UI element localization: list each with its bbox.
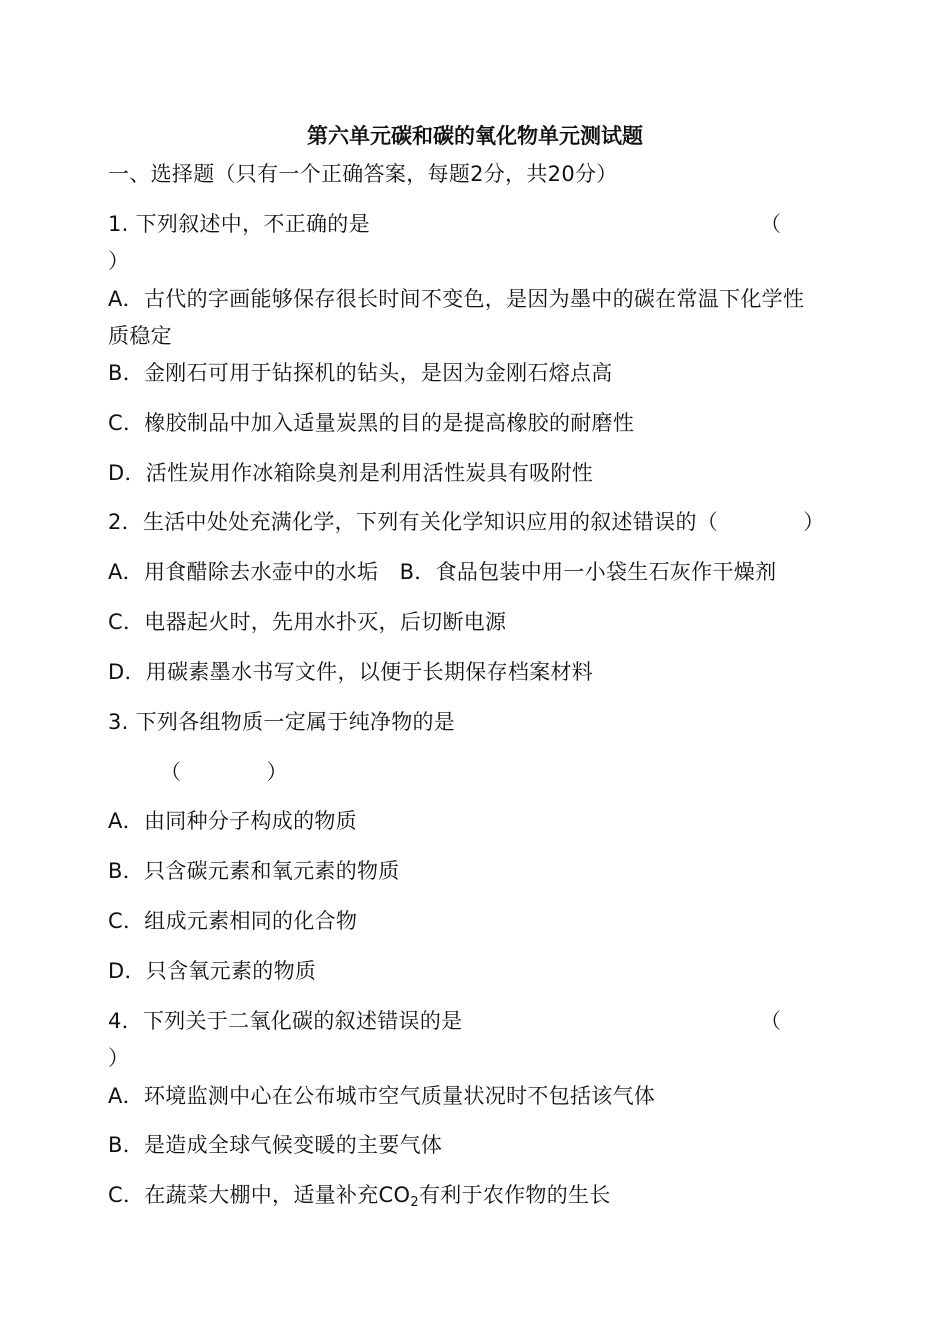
question-4-paren-open: （	[760, 1009, 781, 1033]
question-4-option-c	[108, 1181, 611, 1217]
question-1-option-a-line-2: 质稳定	[108, 324, 172, 348]
question-1-option-a-line-1: A．古代的字画能够保存很长时间不变色，是因为墨中的碳在常温下化学性	[108, 287, 805, 311]
question-1-stem: 1. 下列叙述中，不正确的是	[108, 212, 370, 236]
question-4-option-c-suffix: 有利于农作物的生长	[418, 1183, 611, 1207]
question-2-option-d: D．用碳素墨水书写文件，以便于长期保存档案材料	[108, 660, 594, 684]
question-2-option-c: C．电器起火时，先用水扑灭，后切断电源	[108, 610, 507, 634]
question-3-option-c: C．组成元素相同的化合物	[108, 909, 358, 933]
question-1-option-d: D．活性炭用作冰箱除臭剂是利用活性炭具有吸附性	[108, 461, 594, 485]
question-3-option-d: D．只含氧元素的物质	[108, 959, 317, 983]
question-3-option-b: B．只含碳元素和氧元素的物质	[108, 859, 400, 883]
question-1-paren-close: ）	[108, 249, 130, 273]
question-1-option-b: B．金刚石可用于钻探机的钻头，是因为金刚石熔点高	[108, 361, 613, 385]
co2-subscript: 2	[410, 1195, 419, 1210]
page-title: 第六单元碳和碳的氧化物单元测试题	[307, 124, 643, 148]
question-2-stem: 2．生活中处处充满化学，下列有关化学知识应用的叙述错误的（ ）	[108, 510, 825, 534]
question-4-stem: 4．下列关于二氧化碳的叙述错误的是	[108, 1009, 463, 1033]
question-4-option-c-prefix: C．在蔬菜大棚中，适量补充CO	[108, 1183, 411, 1207]
question-4-option-a: A．环境监测中心在公布城市空气质量状况时不包括该气体	[108, 1084, 656, 1108]
question-1-option-c: C．橡胶制品中加入适量炭黑的目的是提高橡胶的耐磨性	[108, 411, 635, 435]
question-1-paren-open: （	[760, 212, 781, 236]
section-heading: 一、选择题（只有一个正确答案，每题2分，共20分）	[108, 162, 618, 186]
question-3-option-a: A．由同种分子构成的物质	[108, 809, 357, 833]
question-2-options-a-b: A．用食醋除去水壶中的水垢 B．食品包装中用一小袋生石灰作干燥剂	[108, 560, 777, 584]
question-3-stem: 3. 下列各组物质一定属于纯净物的是	[108, 710, 456, 734]
question-4-paren-close: ）	[108, 1046, 130, 1070]
question-4-option-b: B．是造成全球气候变暖的主要气体	[108, 1133, 443, 1157]
question-3-paren: （ ）	[160, 760, 288, 784]
